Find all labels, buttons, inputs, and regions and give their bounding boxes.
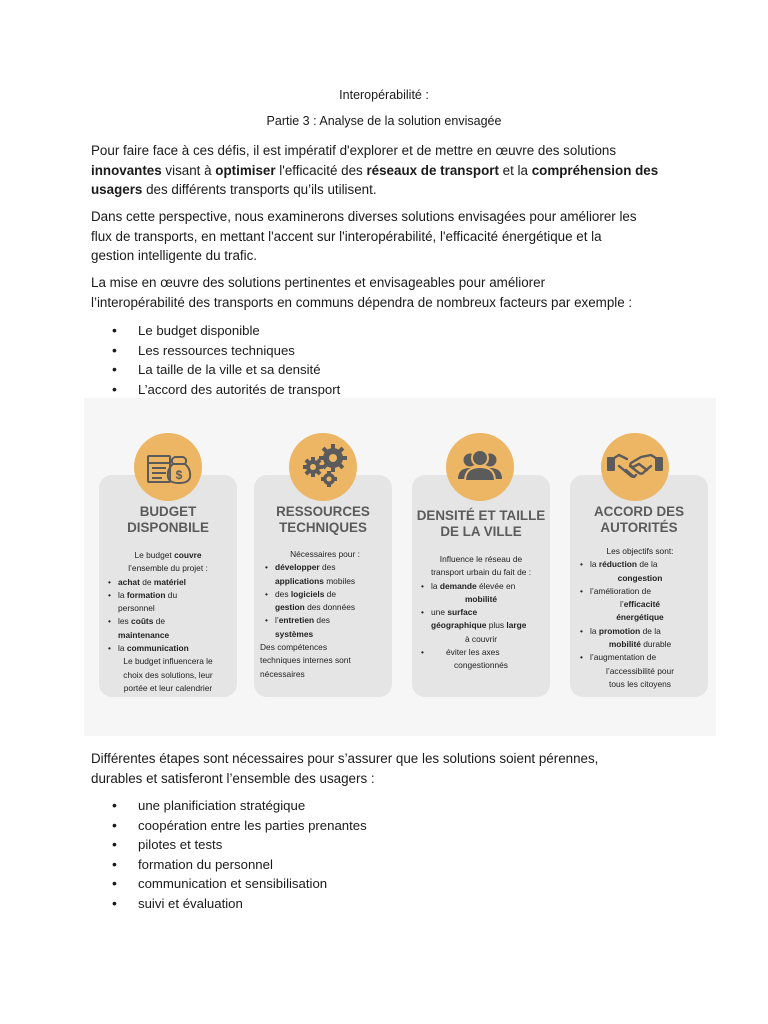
svg-text:$: $ [175,468,183,482]
density-card-body: Influence le réseau de transport urbain du fait de : • la demande élevée en mobilité • une surface géographique plus large à couvrir • éviter les axes congestionnés [416,553,546,673]
document-subtitle: Partie 3 : Analyse de la solution envisagée [266,114,502,128]
list-item: • coopération entre les parties prenantes [112,816,367,836]
handshake-icon [601,433,669,501]
people-icon [446,433,514,501]
list-item: • une planificiation stratégique [112,796,367,816]
intro-paragraph-1: Pour faire face à ces défis, il est impératif d'explorer et de mettre en œuvre des solutions innovantes visant à optimiser l'efficacité des réseaux de transport et la compréhension des usagers des différents transports qu’ils utilisent. [91,143,659,197]
document-title: Interopérabilité : [339,88,429,102]
steps-list [112,796,367,914]
gears-icon [289,433,357,501]
resources-card-title: RESSOURCES TECHNIQUES [276,504,370,535]
budget-card-title: BUDGET DISPONBILE [127,504,209,535]
intro-paragraph-2: Dans cette perspective, nous examinerons diverses solutions envisagées pour améliorer les flux de transports, en mettant l'accent sur l'interopérabilité, l'efficacité énergétique et la gestion intelligente du trafic. [91,209,637,263]
money-bag-icon [134,433,202,501]
list-item: • L’accord des autorités de transport [112,380,340,400]
list-item: • communication et sensibilisation [112,874,367,894]
list-item: • pilotes et tests [112,835,367,855]
steps-paragraph: Différentes étapes sont nécessaires pour s’assurer que les solutions soient pérennes, durables et satisferont l’ensemble des usagers : [91,751,599,786]
density-card-title: DENSITÉ ET TAILLE DE LA VILLE [416,508,546,539]
intro-paragraph-3: La mise en œuvre des solutions pertinentes et envisageables pour améliorer l’interopérabilité des transports en communs dépendra de nombreux facteurs par exemple : [91,275,633,310]
list-item: • formation du personnel [112,855,367,875]
budget-card-body: Le budget couvre l’ensemble du projet : • achat de matériel • la formation du personnel • les coûts de maintenance • la communication Le budget influencera le choix des solutions, leur portée et leur calendrier [103,549,233,695]
factors-infographic [84,398,716,736]
list-item: • suivi et évaluation [112,894,367,914]
factors-list [112,321,340,399]
list-item: • Le budget disponible [112,321,340,341]
list-item: • Les ressources techniques [112,341,340,361]
authorities-card-body: Les objectifs sont: • la réduction de la congestion • l’amélioration de l’efficacité énergétique • la promotion de la mobilité durable • l’augmentation de l’accessibilité pour tous les citoyens [575,545,705,691]
resources-card-body: Nécessaires pour : • développer des applications mobiles • des logiciels de gestion des données • l’entretien des systèmes Des compétences techniques internes sont nécessaires [260,548,390,681]
authorities-card-title: ACCORD DES AUTORITÉS [593,504,685,535]
list-item: • La taille de la ville et sa densité [112,360,340,380]
